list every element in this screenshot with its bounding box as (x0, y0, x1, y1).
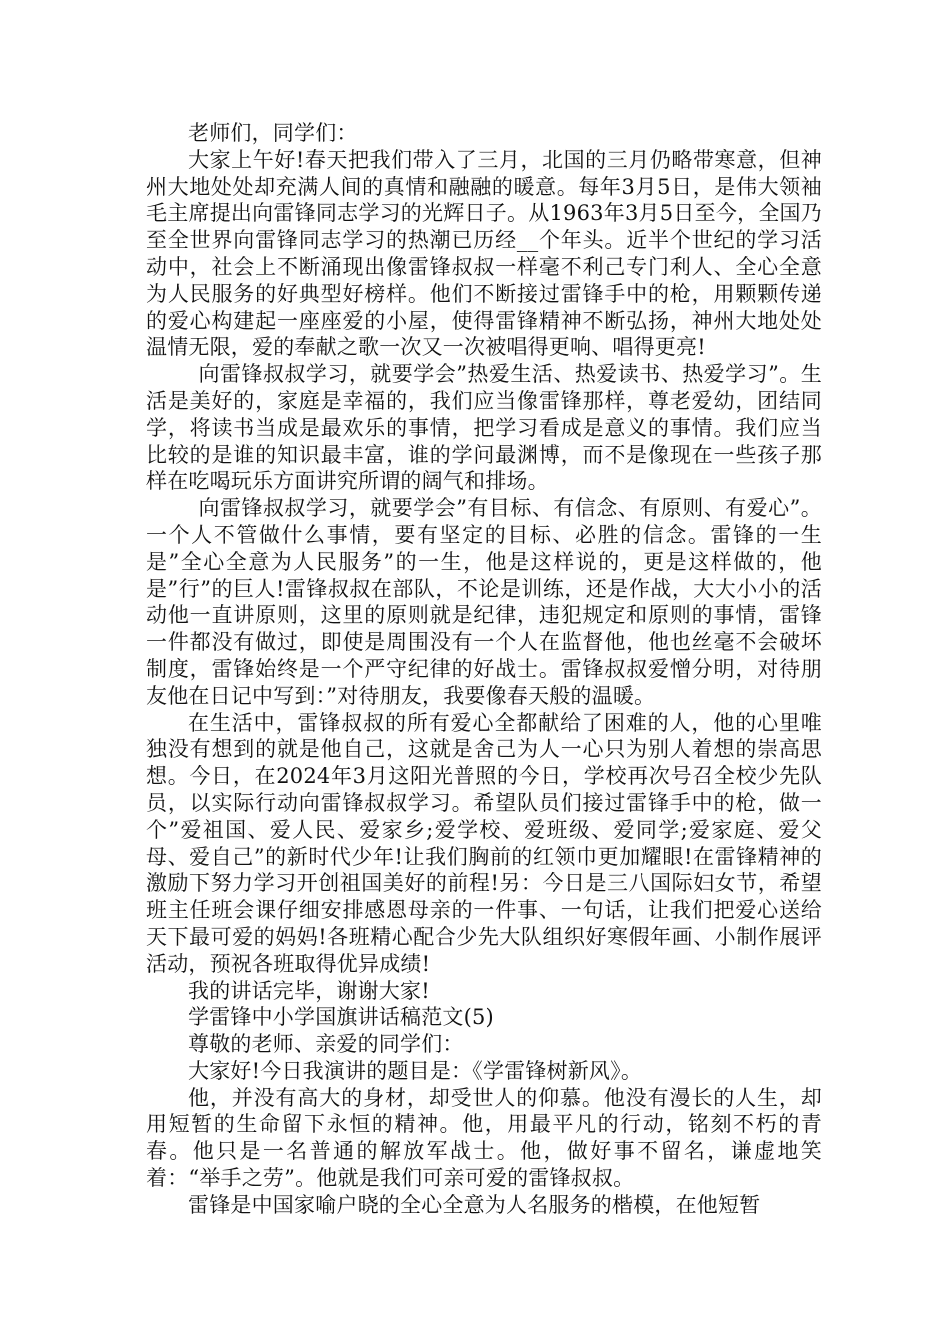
closing-paragraph: 我的讲话完毕，谢谢大家! (188, 978, 430, 1003)
body-paragraph-love-life: 向雷锋叔叔学习，就要学会”热爱生活、热爱读书、热爱学习”。生活是美好的，家庭是幸福的，我们应当像雷锋那样，尊老爱幼，团结同学，将读书当成是最欢乐的事情，把学习看成是意义的事情。我们应当比较的是谁的知识最丰富，谁的学问最渊博，而不是像现在一些孩子那样在吃喝玩乐方面讲究所谓的阔气和排场。 (146, 362, 822, 494)
body-paragraph-goals: 向雷锋叔叔学习，就要学会”有目标、有信念、有原则、有爱心”。一个人不管做什么事情，要有坚定的目标、必胜的信念。雷锋的一生是”全心全意为人民服务”的一生，他是这样说的，更是这样做的，他是”行”的巨人!雷锋叔叔在部队，不论是训练，还是作战，大大小小的活动他一直讲原则，这里的原则就是纪律，违犯规定和原则的事情，雷锋一件都没有做过，即使是周围没有一个人在监督他，他也丝毫不会破坏制度，雷锋始终是一个严守纪律的好战士。雷锋叔叔爱憎分明，对待朋友他在日记中写到：”对待朋友，我要像春天般的温暖。 (146, 496, 822, 708)
speech-topic-paragraph: 大家好!今日我演讲的题目是：《学雷锋树新风》。 (188, 1058, 643, 1083)
section-title: 学雷锋中小学国旗讲话稿范文(5) (188, 1005, 494, 1030)
body-paragraph-opening: 大家上午好!春天把我们带入了三月，北国的三月仍略带寒意，但神州大地处处却充满人间的真情和融融的暖意。每年3月5日，是伟大领袖毛主席提出向雷锋同志学习的光辉日子。从1963年3月5日至今，全国乃至全世界向雷锋同志学习的热潮已历经__个年头。近半个世纪的学习活动中，社会上不断涌现出像雷锋叔叔一样毫不利己专门利人、全心全意为人民服务的好典型好榜样。他们不断接过雷锋手中的枪，用颗颗传递的爱心构建起一座座爱的小屋，使得雷锋精神不断弘扬，神州大地处处温情无限，爱的奉献之歌一次又一次被唱得更响、唱得更亮! (146, 147, 822, 360)
greeting-paragraph: 老师们，同学们： (188, 121, 358, 145)
body-paragraph-model: 雷锋是中国家喻户晓的全心全意为人名服务的楷模，在他短暂 (188, 1192, 761, 1217)
body-paragraph-portrait: 他，并没有高大的身材，却受世人的仰慕。他没有漫长的人生，却用短暂的生命留下永恒的精神。他，用最平凡的行动，铭刻不朽的青春。他只是一名普通的解放军战士。他，做好事不留名，谦虚地笑着：“举手之劳”。他就是我们可亲可爱的雷锋叔叔。 (146, 1085, 822, 1191)
body-paragraph-daily-life: 在生活中，雷锋叔叔的所有爱心全都献给了困难的人，他的心里唯独没有想到的就是他自己，这就是舍己为人一心只为别人着想的崇高思想。今日，在2024年3月这阳光普照的今日，学校再次号召全校少先队员，以实际行动向雷锋叔叔学习。希望队员们接过雷锋手中的枪，做一个”爱祖国、爱人民、爱家乡;爱学校、爱班级、爱同学;爱家庭、爱父母、爱自己”的新时代少年!让我们胸前的红领巾更加耀眼!在雷锋精神的激励下努力学习开创祖国美好的前程!另：今日是三八国际妇女节，希望班主任班会课仔细安排感恩母亲的一件事、一句话，让我们把爱心送给天下最可爱的妈妈!各班精心配合少先大队组织好寒假年画、小制作展评活动，预祝各班取得优异成绩! (146, 710, 822, 976)
greeting-paragraph-2: 尊敬的老师、亲爱的同学们： (188, 1032, 464, 1057)
document-page (146, 120, 822, 1219)
